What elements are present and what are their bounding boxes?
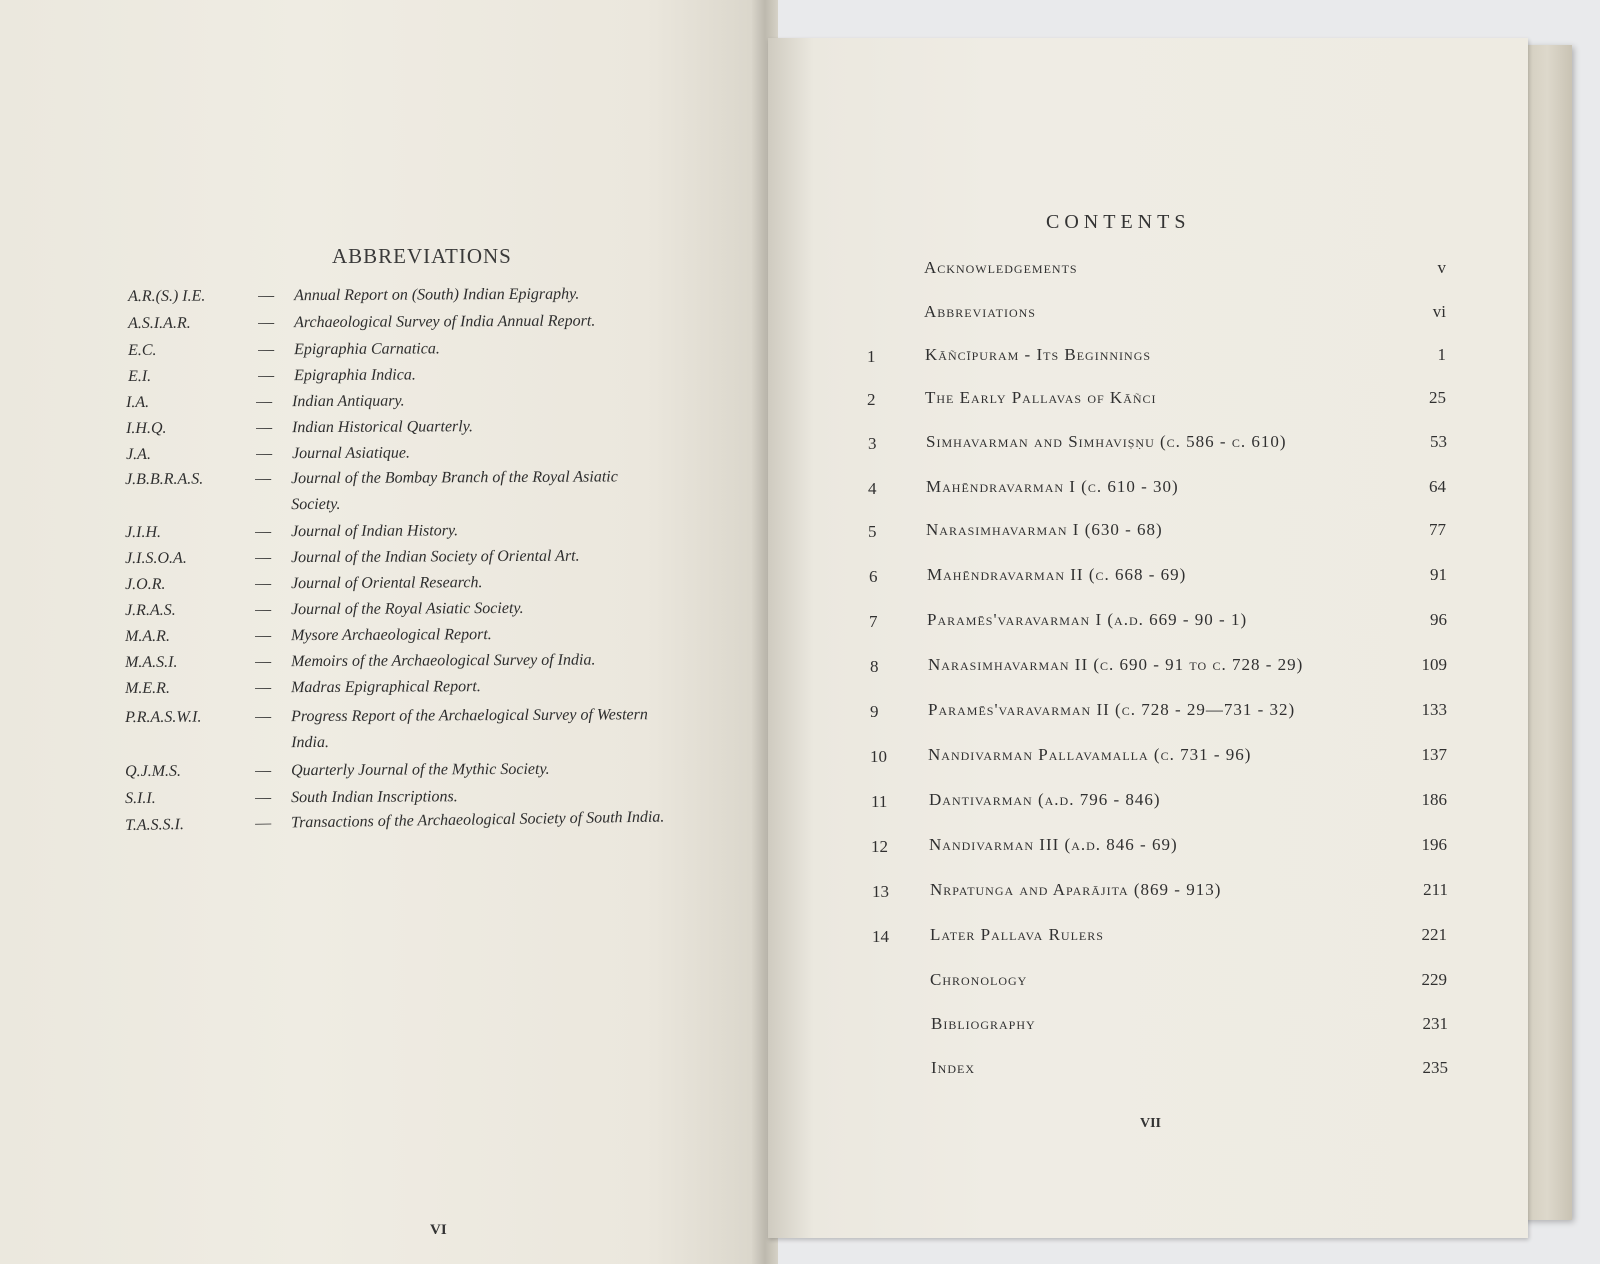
chapter-number: 4 [868, 479, 877, 498]
chapter-page-number: 133 [1421, 700, 1447, 719]
abbreviation-code: M.A.S.I. [125, 653, 178, 671]
chapter-title: Bibliography [931, 1014, 1036, 1033]
abbreviation-expansion: Quarterly Journal of the Mythic Society. [290, 760, 550, 780]
chapter-title: Later Pallava Rulers [930, 925, 1104, 944]
chapter-title: Nandivarman III (a.d. 846 - 69) [929, 835, 1178, 854]
abbreviation-code: P.R.A.S.W.I. [125, 708, 202, 726]
abbreviation-code: T.A.S.S.I. [125, 816, 185, 834]
abbreviation-expansion: Progress Report of the Archaelogical Survey of Western [290, 706, 648, 726]
page-number-left: VI [430, 1222, 447, 1238]
abbreviation-code: I.H.Q. [126, 419, 167, 437]
chapter-number: 10 [870, 747, 887, 766]
abbreviation-expansion-continued: India. [291, 733, 330, 752]
left-page [0, 0, 762, 1264]
page-number-right: VII [1140, 1116, 1162, 1131]
abbreviation-code: A.S.I.A.R. [128, 314, 191, 332]
chapter-number: 12 [871, 837, 888, 856]
abbreviation-expansion: Journal of the Bombay Branch of the Royal Asiatic [290, 468, 618, 488]
abbreviation-code: J.I.H. [125, 523, 162, 541]
abbreviation-expansion: Archaeological Survey of India Annual Report. [293, 312, 596, 332]
chapter-number: 11 [871, 792, 888, 811]
abbreviation-code: J.B.B.R.A.S. [125, 470, 204, 488]
abbreviation-code: I.A. [126, 393, 150, 411]
abbreviation-expansion: Madras Epigraphical Report. [290, 678, 481, 697]
abbreviation-expansion: Journal of the Indian Society of Oriental Art. [290, 547, 580, 567]
abbreviation-expansion: Journal of Indian History. [290, 522, 459, 541]
chapter-page-number: 96 [1430, 610, 1447, 629]
chapter-page-number: vi [1432, 302, 1446, 321]
abbreviation-code: E.I. [128, 367, 152, 385]
abbreviation-code: A.R.(S.) I.E. [128, 287, 206, 305]
chapter-page-number: 109 [1421, 655, 1447, 674]
chapter-title: Acknowledgements [924, 258, 1078, 277]
abbreviation-dash: — [254, 575, 272, 593]
contents-heading: CONTENTS [1046, 211, 1191, 233]
abbreviation-code: Q.J.M.S. [125, 762, 182, 780]
abbreviation-code: J.O.R. [125, 575, 166, 593]
abbreviation-dash: — [257, 341, 275, 359]
abbreviation-dash: — [254, 549, 272, 567]
chapter-page-number: 1 [1437, 345, 1446, 364]
abbreviation-dash: — [254, 627, 272, 645]
chapter-page-number: 53 [1430, 432, 1447, 451]
abbreviation-expansion-continued: Society. [291, 495, 341, 514]
abbreviation-expansion: Indian Historical Quarterly. [291, 418, 473, 437]
abbreviation-code: E.C. [128, 341, 157, 359]
abbreviation-expansion: Memoirs of the Archaeological Survey of India. [290, 651, 596, 671]
abbreviation-dash: — [254, 679, 272, 697]
chapter-number: 9 [870, 702, 879, 721]
abbreviation-dash: — [257, 287, 275, 305]
abbreviation-dash: — [257, 314, 275, 332]
abbreviation-expansion: Epigraphia Indica. [293, 366, 416, 385]
abbreviation-expansion: Journal of Oriental Research. [290, 574, 483, 593]
chapter-page-number: 235 [1422, 1058, 1448, 1077]
chapter-title: Abbreviations [924, 302, 1036, 321]
chapter-page-number: 221 [1421, 925, 1447, 944]
abbreviation-code: S.I.I. [125, 789, 156, 807]
chapter-page-number: 64 [1429, 477, 1446, 496]
chapter-page-number: v [1437, 258, 1446, 277]
chapter-number: 13 [872, 882, 889, 901]
chapter-title: Kāñcīpuram - Its Beginnings [925, 345, 1152, 364]
chapter-page-number: 196 [1421, 835, 1447, 854]
chapter-number: 1 [867, 347, 876, 366]
chapter-number: 2 [867, 390, 876, 409]
abbreviation-dash: — [255, 419, 273, 437]
chapter-page-number: 137 [1421, 745, 1447, 764]
abbreviation-expansion: South Indian Inscriptions. [290, 788, 458, 807]
abbreviation-code: M.A.R. [125, 627, 170, 645]
chapter-title: Chronology [930, 970, 1028, 989]
abbreviation-code: J.I.S.O.A. [125, 549, 187, 567]
abbreviation-code: J.A. [126, 445, 151, 463]
abbreviation-dash: — [255, 445, 273, 463]
abbreviation-expansion: Indian Antiquary. [291, 392, 405, 411]
chapter-number: 5 [868, 522, 877, 541]
chapter-page-number: 231 [1422, 1014, 1448, 1033]
chapter-number: 6 [869, 567, 878, 586]
abbreviation-dash: — [254, 814, 272, 832]
abbreviation-expansion: Transactions of the Archaeological Society of South India. [290, 808, 665, 832]
chapter-title: Dantivarman (a.d. 796 - 846) [929, 790, 1161, 809]
chapter-number: 7 [869, 612, 878, 631]
chapter-page-number: 186 [1421, 790, 1447, 809]
chapter-title: Paramēs'varavarman II (c. 728 - 29—731 - 32) [928, 700, 1296, 719]
chapter-page-number: 25 [1429, 388, 1446, 407]
chapter-title: Index [931, 1058, 975, 1077]
chapter-title: Narasimhavarman II (c. 690 - 91 to c. 728 - 29) [928, 655, 1304, 674]
abbreviation-expansion: Annual Report on (South) Indian Epigraphy. [293, 285, 580, 305]
abbreviation-expansion: Epigraphia Carnatica. [293, 340, 440, 359]
chapter-page-number: 229 [1421, 970, 1447, 989]
chapter-title: Paramēs'varavarman I (a.d. 669 - 90 - 1) [927, 610, 1248, 629]
abbreviation-dash: — [254, 708, 272, 726]
chapter-title: Mahēndravarman II (c. 668 - 69) [927, 565, 1187, 584]
chapter-page-number: 91 [1430, 565, 1447, 584]
abbreviation-code: J.R.A.S. [125, 601, 176, 619]
abbreviation-dash: — [254, 789, 272, 807]
chapter-title: Nrpatunga and Aparājita (869 - 913) [930, 880, 1222, 899]
chapter-page-number: 211 [1423, 880, 1448, 899]
chapter-number: 8 [870, 657, 879, 676]
abbreviation-expansion: Journal of the Royal Asiatic Society. [290, 599, 524, 619]
chapter-title: The Early Pallavas of Kāñci [925, 388, 1157, 407]
abbreviations-heading: ABBREVIATIONS [332, 244, 512, 268]
abbreviation-dash: — [254, 601, 272, 619]
abbreviation-expansion: Mysore Archaeological Report. [290, 626, 492, 645]
chapter-title: Simhavarman and Simhaviṣṇu (c. 586 - c. 610) [926, 432, 1287, 451]
abbreviation-expansion: Journal Asiatique. [291, 444, 411, 463]
abbreviation-dash: — [254, 523, 272, 541]
chapter-page-number: 77 [1429, 520, 1446, 539]
chapter-number: 3 [868, 434, 877, 453]
abbreviation-dash: — [254, 762, 272, 780]
chapter-title: Nandivarman Pallavamalla (c. 731 - 96) [928, 745, 1252, 764]
abbreviation-dash: — [254, 653, 272, 671]
abbreviation-code: M.E.R. [125, 679, 170, 697]
chapter-number: 14 [872, 927, 889, 946]
chapter-title: Mahēndravarman I (c. 610 - 30) [926, 477, 1179, 496]
chapter-title: Narasimhavarman I (630 - 68) [926, 520, 1163, 539]
abbreviation-dash: — [255, 393, 273, 411]
abbreviation-dash: — [254, 470, 272, 488]
abbreviation-dash: — [257, 367, 275, 385]
